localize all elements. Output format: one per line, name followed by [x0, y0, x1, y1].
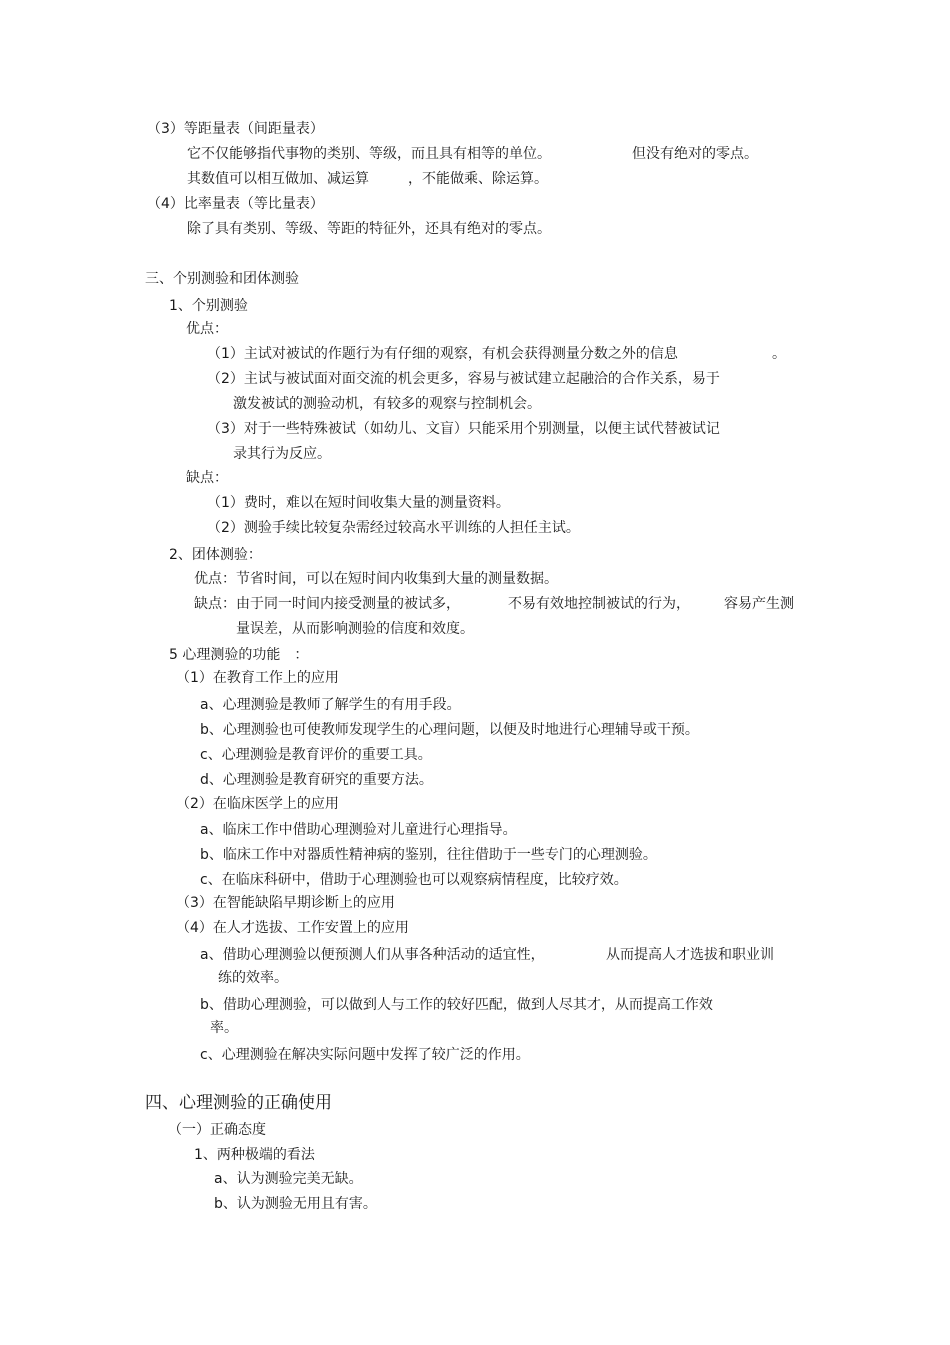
list-item-continuation: 率。: [210, 1020, 238, 1036]
list-item: a、心理测验是教师了解学生的有用手段。: [200, 697, 461, 713]
cons-text: 缺点：由于同一时间内接受测量的被试多，: [194, 596, 460, 612]
list-item: c、在临床科研中，借助于心理测验也可以观察病情程度，比较疗效。: [200, 872, 628, 888]
ratio-scale-text: 除了具有类别、等级、等距的特征外，还具有绝对的零点。: [187, 221, 551, 237]
function-heading: （3）在智能缺陷早期诊断上的应用: [176, 895, 395, 911]
list-item: b、借助心理测验，可以做到人与工作的较好匹配，做到人尽其才，从而提高工作效: [200, 997, 713, 1013]
list-item: （3）对于一些特殊被试（如幼儿、文盲）只能采用个别测量，以便主试代替被试记: [207, 421, 720, 437]
list-item-continuation: 录其行为反应。: [233, 446, 331, 462]
list-item-tail: 从而提高人才选拔和职业训: [606, 947, 774, 963]
interval-scale-text: 其数值可以相互做加、减运算: [187, 171, 369, 187]
subsection-heading: 5 心理测验的功能 ：: [169, 647, 309, 663]
list-item: （1）费时，难以在短时间收集大量的测量资料。: [207, 495, 510, 511]
list-item-continuation: 练的效率。: [218, 970, 288, 986]
interval-scale-text-tail: 但没有绝对的零点。: [632, 146, 758, 162]
interval-scale-heading: （3）等距量表（间距量表）: [147, 121, 324, 137]
list-item: b、认为测验无用且有害。: [214, 1196, 377, 1212]
list-item: b、临床工作中对器质性精神病的鉴别，往往借助于一些专门的心理测验。: [200, 847, 657, 863]
cons-label: 缺点：: [186, 470, 228, 486]
ratio-scale-heading: （4）比率量表（等比量表）: [147, 196, 324, 212]
subsection-heading: （一）正确态度: [168, 1122, 266, 1138]
subsection-heading: 1、两种极端的看法: [194, 1147, 315, 1163]
list-item: （1）主试对被试的作题行为有仔细的观察，有机会获得测量分数之外的信息: [207, 346, 678, 362]
cons-text-continuation: 量误差，从而影响测验的信度和效度。: [236, 621, 474, 637]
section-heading: 三、个别测验和团体测验: [145, 271, 299, 287]
function-heading: （1）在教育工作上的应用: [176, 670, 339, 686]
cons-text-tail: 容易产生测: [724, 596, 794, 612]
list-item: d、心理测验是教育研究的重要方法。: [200, 772, 433, 788]
pros-text: 优点：节省时间，可以在短时间内收集到大量的测量数据。: [194, 571, 558, 587]
list-item: （2）主试与被试面对面交流的机会更多，容易与被试建立起融洽的合作关系，易于: [207, 371, 720, 387]
interval-scale-text-tail: ，不能做乘、除运算。: [408, 171, 548, 187]
subsection-heading: 2、团体测验：: [169, 547, 262, 563]
list-item: b、心理测验也可使教师发现学生的心理问题，以便及时地进行心理辅导或干预。: [200, 722, 699, 738]
section-heading-large: 四、心理测验的正确使用: [145, 1093, 332, 1113]
subsection-heading: 1、个别测验: [169, 298, 248, 314]
list-item: a、借助心理测验以便预测人们从事各种活动的适宜性，: [200, 947, 545, 963]
list-item: a、认为测验完美无缺。: [214, 1171, 363, 1187]
function-heading: （2）在临床医学上的应用: [176, 796, 339, 812]
list-item: a、临床工作中借助心理测验对儿童进行心理指导。: [200, 822, 517, 838]
pros-label: 优点：: [186, 321, 228, 337]
interval-scale-text: 它不仅能够指代事物的类别、等级，而且具有相等的单位。: [187, 146, 551, 162]
list-item: （2）测验手续比较复杂需经过较高水平训练的人担任主试。: [207, 520, 580, 536]
list-item-tail: 。: [772, 346, 786, 362]
function-heading: （4）在人才选拔、工作安置上的应用: [176, 920, 409, 936]
list-item: c、心理测验是教育评价的重要工具。: [200, 747, 432, 763]
cons-text-mid: 不易有效地控制被试的行为，: [508, 596, 690, 612]
list-item: c、心理测验在解决实际问题中发挥了较广泛的作用。: [200, 1047, 530, 1063]
list-item-continuation: 激发被试的测验动机，有较多的观察与控制机会。: [233, 396, 541, 412]
